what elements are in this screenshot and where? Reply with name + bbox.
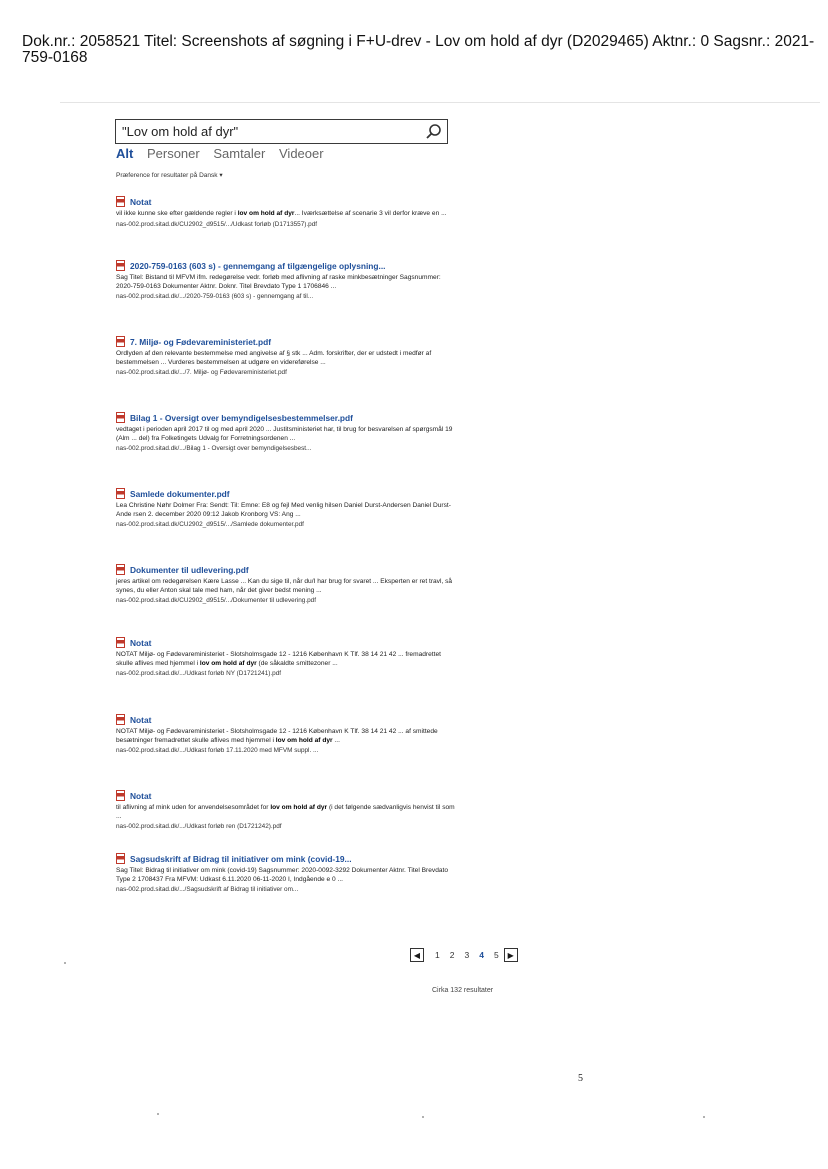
search-result	[116, 790, 456, 830]
snippet-highlight: lov om hold af dyr	[237, 210, 295, 217]
pdf-file-icon	[116, 412, 125, 423]
result-title[interactable]: 2020-759-0163 (603 s) - gennemgang af tilgængelige oplysning...	[130, 260, 386, 271]
pdf-file-icon	[116, 564, 125, 575]
snippet-text: NOTAT Miljø- og Fødevareministeriet - Slotsholmsgade 12 - 1216 København K Tlf. 38 14 21 42 ... fremadrettet skulle aflives med hjemmel i	[116, 651, 441, 667]
page-link-1[interactable]: 1	[435, 950, 440, 960]
scan-speck	[64, 962, 66, 964]
page-link-4[interactable]: 4	[479, 950, 484, 960]
result-title-link[interactable]	[116, 260, 456, 271]
pdf-file-icon	[116, 714, 125, 725]
search-result	[116, 260, 456, 300]
pdf-file-icon	[116, 196, 125, 207]
result-url[interactable]: nas-002.prod.sitad.dk/.../Bilag 1 - Oversigt over bemyndigelsesbest...	[116, 445, 312, 453]
page-link-2[interactable]: 2	[449, 950, 455, 960]
result-title-link[interactable]	[116, 564, 456, 575]
snippet-text: jeres artikel om redegørelsen Kære Lasse ... Kan du sige til, når du/I har brug for svaret ... Eksperten er ret travl, så synes, du eller Anton skal tale med ham, når det giver bedst mening ...	[116, 578, 453, 594]
snippet-text: (de såkaldte smittezoner ...	[256, 659, 338, 667]
prev-page-button[interactable]: ◀	[410, 948, 424, 962]
search-result	[116, 488, 456, 528]
page-link-5[interactable]: 5	[493, 950, 499, 960]
document-header: Dok.nr.: 2058521 Titel: Screenshots af søgning i F+U-drev - Lov om hold af dyr (D2029465) Aktnr.: 0 Sagsnr.: 2021-759-0168	[22, 33, 815, 66]
search-result	[116, 412, 456, 452]
scan-speck	[703, 1116, 705, 1118]
snippet-text: Lea Christine Nøhr Dolmer Fra: Sendt: Til: Emne: E8 og fejl Med venlig hilsen Daniel Durst-Andersen Daniel Durst-Ande rsen 2. december 2020 09:12 Jakob Kronborg VS: Ang ...	[116, 502, 451, 518]
snippet-text: vil ikke kunne ske efter gældende regler i	[116, 210, 238, 217]
result-title[interactable]: Bilag 1 - Oversigt over bemyndigelsesbestemmelser.pdf	[130, 412, 353, 423]
snippet-text: (i det følgende sædvanligvis henvist til som ...	[116, 804, 455, 820]
result-snippet	[116, 350, 456, 367]
result-snippet	[116, 426, 456, 443]
search-result	[116, 196, 456, 228]
result-snippet	[116, 502, 456, 519]
divider	[60, 102, 820, 103]
result-snippet	[116, 728, 456, 745]
page-link-3[interactable]: 3	[464, 950, 470, 960]
result-title-link[interactable]	[116, 336, 456, 347]
pdf-file-icon	[116, 488, 125, 499]
result-title[interactable]: 7. Miljø- og Fødevareministeriet.pdf	[130, 336, 271, 347]
language-preference[interactable]: Præference for resultater på Dansk ▾	[116, 172, 223, 179]
search-result	[116, 637, 456, 677]
pdf-file-icon	[116, 853, 125, 864]
scan-speck	[422, 1116, 424, 1118]
result-url[interactable]: nas-002.prod.sitad.dk/.../Udkast forløb ren (D1721242).pdf	[116, 823, 282, 831]
result-snippet	[116, 274, 456, 291]
search-result	[116, 564, 456, 604]
result-url[interactable]: nas-002.prod.sitad.dk/CU2902_d9515/.../Samlede dokumenter.pdf	[116, 521, 304, 529]
search-input[interactable]	[122, 123, 417, 140]
result-title-link[interactable]	[116, 196, 456, 207]
result-title[interactable]: Notat	[130, 714, 152, 725]
result-title[interactable]: Notat	[130, 637, 152, 648]
result-title-link[interactable]	[116, 488, 456, 499]
tab-people[interactable]: Personer	[146, 146, 200, 161]
result-title-link[interactable]	[116, 714, 456, 725]
result-title[interactable]: Sagsudskrift af Bidrag til initiativer om mink (covid-19...	[130, 853, 352, 864]
result-title[interactable]: Samlede dokumenter.pdf	[130, 488, 230, 499]
snippet-text: ...	[332, 736, 340, 744]
snippet-text: Ordlyden af den relevante bestemmelse med angivelse af § stk ... Adm. forskrifter, der er udstedt i medfør af bestemmelsen ... Vurderes bestemmelsen at udgøre en videreførelse ...	[116, 350, 432, 366]
result-url[interactable]: nas-002.prod.sitad.dk/.../Sagsudskrift af Bidrag til initiativer om...	[116, 886, 299, 894]
result-snippet	[116, 804, 456, 821]
result-snippet	[116, 867, 456, 884]
snippet-text: NOTAT Miljø- og Fødevareministeriet - Slotsholmsgade 12 - 1216 København K Tlf. 38 14 21 42 ... af smittede besætninger fremadrettet skulle aflives med hjemmel i	[116, 728, 438, 744]
result-snippet	[116, 210, 456, 219]
result-title-link[interactable]	[116, 853, 456, 864]
search-bar[interactable]	[115, 119, 448, 144]
search-result	[116, 336, 456, 376]
page-number: 5	[578, 1073, 583, 1084]
result-url[interactable]: nas-002.prod.sitad.dk/.../2020-759-0163 (603 s) - gennemgang af til...	[116, 293, 314, 301]
search-result	[116, 714, 456, 754]
tab-conversations[interactable]: Samtaler	[213, 146, 266, 161]
pdf-file-icon	[116, 260, 125, 271]
snippet-text: til aflivning af mink uden for anvendelsesområdet for	[116, 804, 271, 811]
pagination	[410, 948, 518, 962]
result-title[interactable]: Notat	[130, 790, 152, 801]
search-tabs	[116, 146, 334, 161]
result-title-link[interactable]	[116, 412, 456, 423]
snippet-highlight: lov om hold af dyr	[199, 659, 257, 667]
snippet-text: Sag Titel: Bidrag til initiativer om mink (covid-19) Sagsnummer: 2020-0092-3292 Dokumenter Aktnr. Titel Brevdato Type 2 1708437 Fra MFVM: Udkast 6.11.2020 06-11-2020 I, Indgående e 0 ...	[116, 867, 449, 883]
search-result	[116, 853, 456, 893]
result-title-link[interactable]	[116, 637, 456, 648]
result-url[interactable]: nas-002.prod.sitad.dk/.../Udkast forløb NY (D1721241).pdf	[116, 670, 282, 678]
snippet-text: ... Iværksættelse af scenarie 3 vil derfor kræve en ...	[294, 210, 447, 217]
next-page-button[interactable]: ▶	[504, 948, 518, 962]
scan-speck	[157, 1113, 159, 1115]
snippet-text: Sag Titel: Bistand til MFVM ifm. redegørelse vedr. forløb med aflivning af raske minkbesætninger Sagsnummer: 2020-759-0163 Dokumenter Aktnr. Doknr. Titel Brevdato Type 1 1706846 ...	[116, 274, 441, 290]
tab-videos[interactable]: Videoer	[279, 146, 324, 161]
tab-all[interactable]: Alt	[116, 146, 134, 161]
snippet-text: vedtaget i perioden april 2017 til og med april 2020 ... Justitsministeriet har, til brug for besvarelsen af spørgsmål 19 (Alm ... del) fra Folketingets Udvalg for Forretningsordenen ...	[116, 426, 453, 442]
result-url[interactable]: nas-002.prod.sitad.dk/.../7. Miljø- og Fødevareministeriet.pdf	[116, 369, 287, 377]
result-url[interactable]: nas-002.prod.sitad.dk/.../Udkast forløb 17.11.2020 med MFVM suppl. ...	[116, 747, 319, 755]
result-title-link[interactable]	[116, 790, 456, 801]
pdf-file-icon	[116, 790, 125, 801]
result-url[interactable]: nas-002.prod.sitad.dk/CU2902_d9515/.../Udkast forløb (D1713557).pdf	[116, 220, 318, 228]
result-count: Cirka 132 resultater	[432, 987, 494, 994]
result-snippet	[116, 578, 456, 595]
result-title[interactable]: Notat	[130, 196, 152, 207]
search-icon[interactable]	[425, 123, 442, 140]
pdf-file-icon	[116, 336, 125, 347]
result-snippet	[116, 651, 456, 668]
snippet-highlight: lov om hold af dyr	[270, 804, 328, 811]
result-title[interactable]: Dokumenter til udlevering.pdf	[130, 564, 249, 575]
pdf-file-icon	[116, 637, 125, 648]
snippet-highlight: lov om hold af dyr	[275, 736, 333, 744]
result-url[interactable]: nas-002.prod.sitad.dk/CU2902_d9515/.../Dokumenter til udlevering.pdf	[116, 597, 317, 605]
